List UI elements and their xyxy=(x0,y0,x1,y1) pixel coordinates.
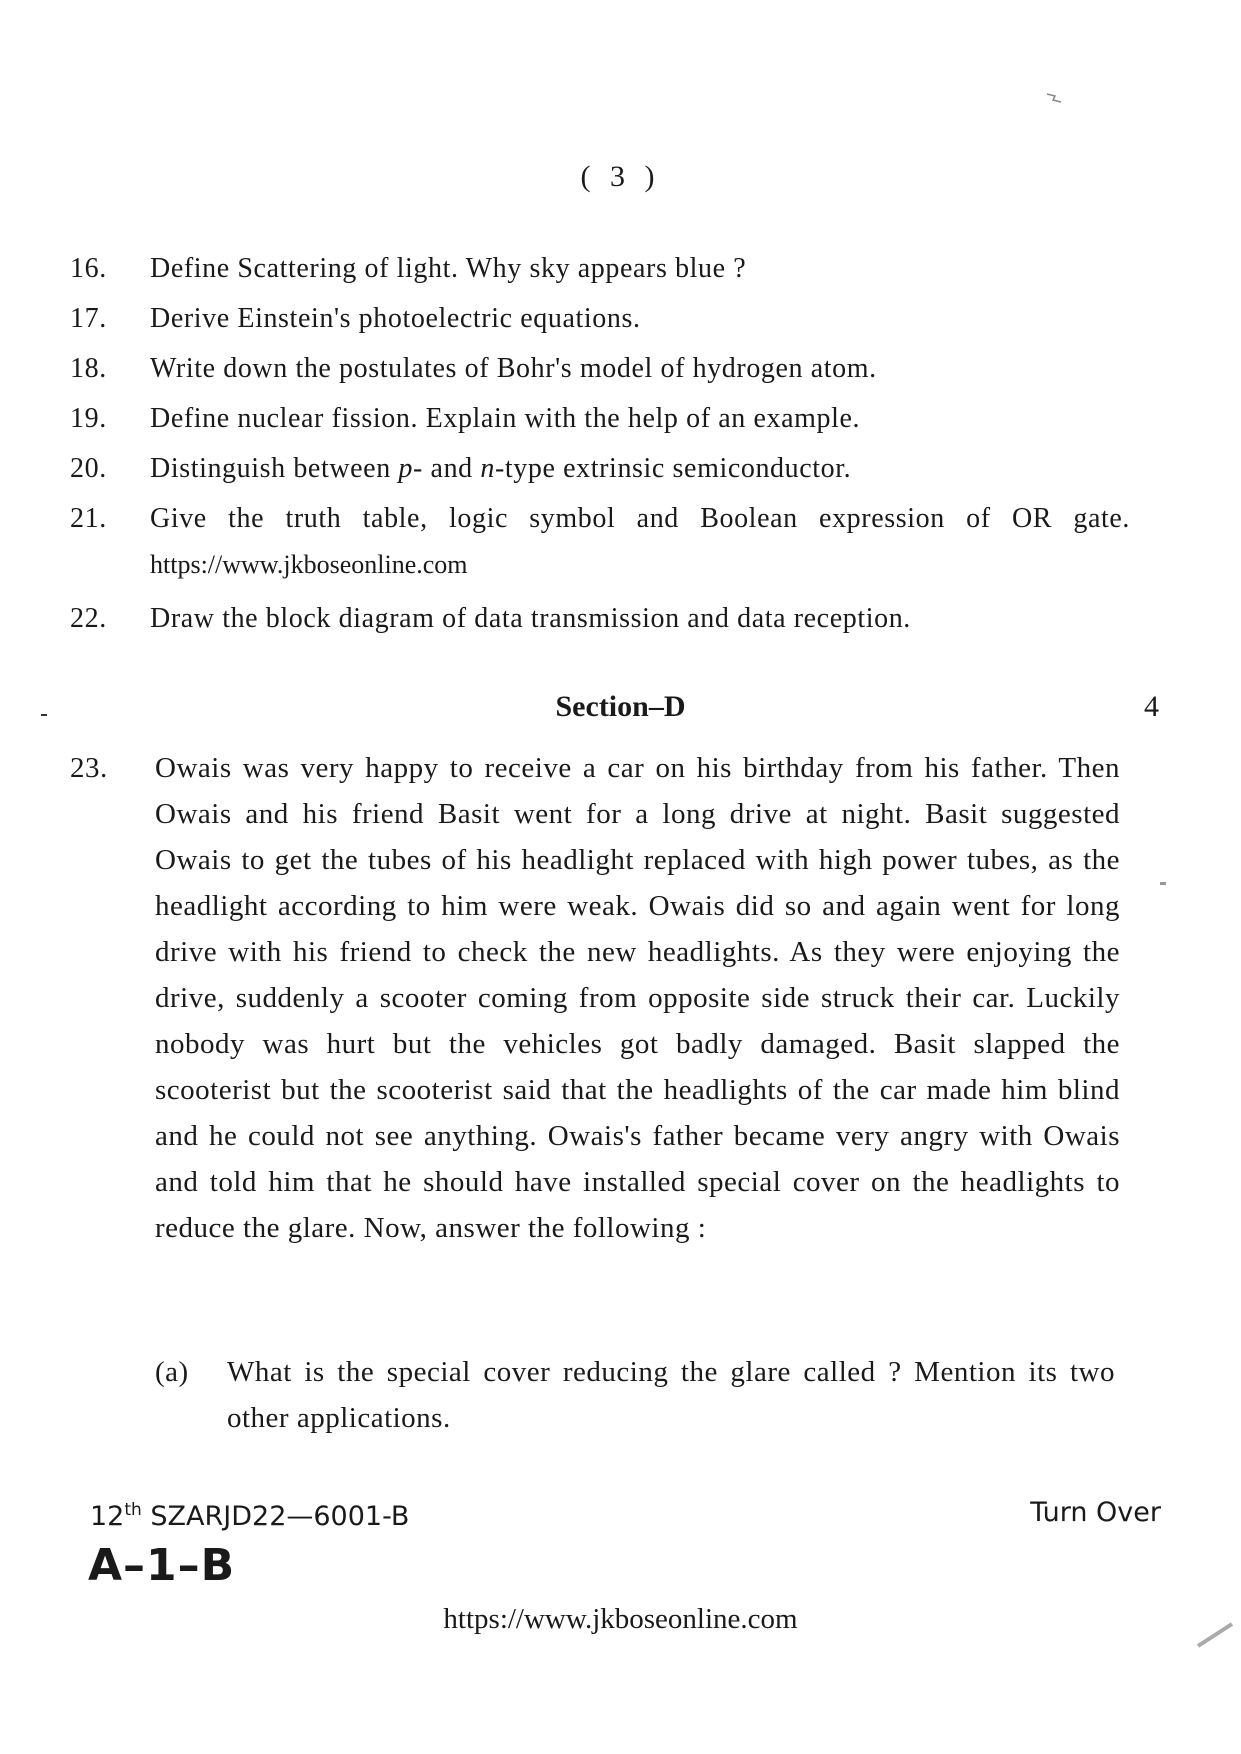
turn-over: Turn Over xyxy=(1030,1497,1161,1528)
question-23 xyxy=(70,745,1120,1251)
question-text: Derive Einstein's photoelectric equations. xyxy=(150,303,641,334)
question-text: Distinguish between p- and n-type extrinsic semiconductor. xyxy=(150,453,852,484)
question-number: 21. xyxy=(70,503,107,534)
question-text: Define Scattering of light. Why sky appears blue ? xyxy=(150,253,747,284)
section-title: Section–D xyxy=(555,690,686,723)
question-17 xyxy=(70,296,1130,342)
question-text: Draw the block diagram of data transmission and data reception. xyxy=(150,603,911,634)
paper-code: 12th SZARJD22—6001-B xyxy=(90,1500,410,1532)
page-number: ( 3 ) xyxy=(580,160,661,193)
watermark-url: https://www.jkboseonline.com xyxy=(150,550,468,579)
question-21 xyxy=(70,496,1130,588)
question-number: 17. xyxy=(70,303,107,334)
question-20 xyxy=(70,446,1130,492)
scan-dot xyxy=(1158,880,1170,888)
question-18 xyxy=(70,346,1130,392)
subpart-label: (a) xyxy=(155,1356,189,1388)
n-symbol: n xyxy=(480,453,495,484)
p-symbol: p xyxy=(398,453,414,484)
question-number: 20. xyxy=(70,453,107,484)
question-16 xyxy=(70,246,1130,292)
question-22 xyxy=(70,596,1130,642)
series-code: A–1–B xyxy=(88,1540,236,1591)
footer-url: https://www.jkboseonline.com xyxy=(443,1603,798,1635)
question-number: 22. xyxy=(70,603,107,634)
scan-mark xyxy=(1045,90,1069,106)
scan-dot xyxy=(40,712,50,718)
question-19 xyxy=(70,396,1130,442)
question-text: Give the truth table, logic symbol and Boolean expression of OR gate. https://www.jkboseonline.com xyxy=(150,503,1130,579)
question-text: Write down the postulates of Bohr's model of hydrogen atom. xyxy=(150,353,877,384)
question-number: 19. xyxy=(70,403,107,434)
subpart-a xyxy=(155,1349,1115,1441)
subpart-text: What is the special cover reducing the glare called ? Mention its two other applications. xyxy=(227,1356,1115,1434)
section-marks: 4 xyxy=(1144,690,1159,723)
scan-mark xyxy=(1196,1620,1236,1650)
question-text: Define nuclear fission. Explain with the help of an example. xyxy=(150,403,861,434)
question-number: 23. xyxy=(70,752,108,784)
question-number: 18. xyxy=(70,353,107,384)
question-number: 16. xyxy=(70,253,107,284)
case-study-text: Owais was very happy to receive a car on his birthday from his father. Then Owais and his friend Basit went for a long drive at night. Basit suggested Owais to get the tubes of his headlight replaced with high power tubes, as the headlight according to him were weak. Owais did so and again went for long drive with his friend to check the new headlights. As they were enjoying the drive, suddenly a scooter coming from opposite side struck their car. Luckily nobody was hurt but the vehicles got badly damaged. Basit slapped the scooterist but the scooterist said that the headlights of the car made him blind and he could not see anything. Owais's father became very angry with Owais and told him that he should have installed special cover on the headlights to reduce the glare. Now, answer the following : xyxy=(155,752,1120,1244)
